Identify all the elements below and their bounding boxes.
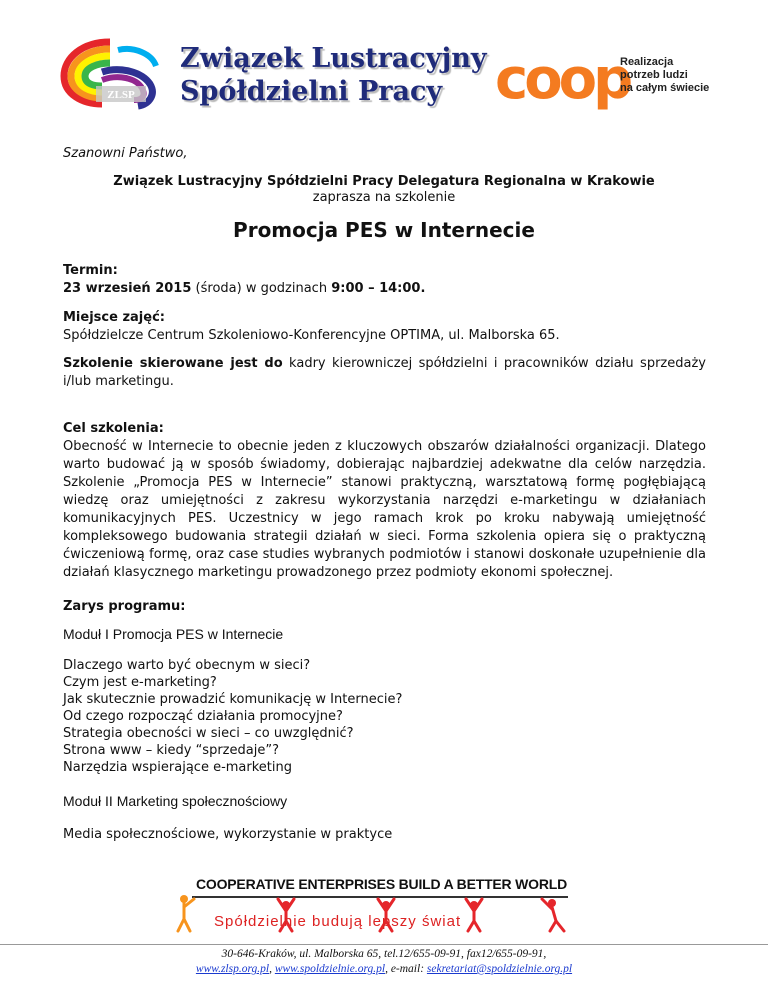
banner-title: COOPERATIVE ENTERPRISES BUILD A BETTER WORLD	[196, 876, 568, 892]
audience-section	[63, 355, 706, 391]
coop-tagline-line1: Realizacja	[620, 56, 674, 68]
spoldzielnie-website-link[interactable]: www.spoldzielnie.org.pl	[274, 963, 386, 975]
venue-label: Miejsce zajęć:	[63, 310, 165, 325]
invitation-line: zaprasza na szkolenie	[312, 190, 456, 205]
org-title-line2: Spółdzielni Pracy	[180, 76, 443, 107]
list-item: Dlaczego warto być obecnym w sieci?	[63, 658, 311, 673]
module2-title: Moduł II Marketing społecznościowy	[63, 793, 288, 809]
org-title	[180, 42, 487, 108]
module1-list	[63, 657, 706, 776]
audience-text: kadry kierowniczej spółdzielni i pracowników działu sprzedaży i/lub marketingu.	[63, 356, 706, 389]
term-details	[63, 280, 706, 298]
term-section	[63, 262, 706, 298]
module1-title: Moduł I Promocja PES w Internecie	[63, 626, 284, 642]
module2-text: Media społecznościowe, wykorzystanie w praktyce	[63, 827, 393, 842]
footer-links	[0, 962, 768, 977]
coop-tagline-line3: na całym świecie	[620, 82, 710, 94]
zlsp-logo-text: ZLSP	[107, 89, 135, 101]
invitation-org: Związek Lustracyjny Spółdzielni Pracy Delegatura Regionalna w Krakowie	[113, 174, 655, 189]
footer-separator: ,	[269, 963, 275, 975]
list-item: Narzędzia wspierające e-marketing	[63, 760, 293, 775]
program-section	[63, 598, 706, 616]
list-item: Strona www – kiedy “sprzedaje”?	[63, 743, 279, 758]
list-item: Jak skutecznie prowadzić komunikację w Internecie?	[63, 692, 403, 707]
audience-label: Szkolenie skierowane jest do	[63, 356, 283, 371]
banner-subtitle: Spółdzielnie budują lepszy świat	[214, 913, 462, 930]
list-item: Strategia obecności w sieci – co uwzględnić?	[63, 726, 354, 741]
email-link[interactable]: sekretariat@spoldzielnie.org.pl	[426, 963, 573, 975]
footer-address: 30-646-Kraków, ul. Malborska 65, tel.12/655-09-91, fax12/655-09-91,	[221, 948, 547, 960]
person-figure-icon	[542, 899, 564, 931]
goal-label: Cel szkolenia:	[63, 421, 164, 436]
term-hours: 9:00 – 14:00.	[331, 281, 426, 296]
coop-tagline	[620, 56, 709, 95]
venue-text: Spółdzielcze Centrum Szkoleniowo-Konferencyjne OPTIMA, ul. Malborska 65.	[63, 328, 560, 343]
goal-text: Obecność w Internecie to obecnie jeden z kluczowych obszarów działalności organizacji. Dlatego warto budować ją w sposób świadomy, dobierając najbardziej adekwatne dla celów narzędzia. Szkolenie „Promocja PES w Internecie” stanowi praktyczną, warsztatową formę pogłębiającą wiedzę oraz umiejętności z zakresu wykorzystania narzędzi e-marketingu w działaniach komunikacyjnych PES. Uczestnicy w jego ramach krok po kroku nabywają umiejętność kompleksowego budowania strategii działań w sieci. Forma szkolenia opiera się o praktyczną ćwiczeniową formę, oraz case studies wybranych podmiotów i stanowi doskonałe uzupełnienie dla działań klasycznego marketingu prowadzonego przez podmioty ekonomi społecznej.	[63, 439, 706, 580]
program-label: Zarys programu:	[63, 599, 186, 614]
list-item: Od czego rozpocząć działania promocyjne?	[63, 709, 343, 724]
module2-section	[63, 792, 706, 844]
footer	[0, 944, 768, 977]
list-item: Czym jest e-marketing?	[63, 675, 217, 690]
term-day: (środa) w godzinach	[191, 281, 332, 296]
venue-section	[63, 309, 706, 345]
term-date: 23 wrzesień 2015	[63, 281, 192, 296]
person-figure-icon	[466, 899, 482, 931]
person-figure-icon	[178, 895, 194, 931]
coop-logo	[495, 47, 630, 112]
module1-section	[63, 625, 706, 776]
org-title-line1: Związek Lustracyjny	[180, 43, 487, 74]
course-title: Promocja PES w Internecie	[233, 218, 535, 242]
goal-section	[63, 420, 706, 582]
coop-logo-text: coop	[495, 47, 630, 112]
coop-tagline-line2: potrzeb ludzi	[620, 69, 688, 81]
footer-email-label: , e-mail:	[385, 963, 427, 975]
zlsp-logo	[58, 36, 164, 110]
term-label: Termin:	[63, 263, 118, 278]
zlsp-website-link[interactable]: www.zlsp.org.pl	[195, 963, 270, 975]
salutation: Szanowni Państwo,	[63, 146, 188, 161]
